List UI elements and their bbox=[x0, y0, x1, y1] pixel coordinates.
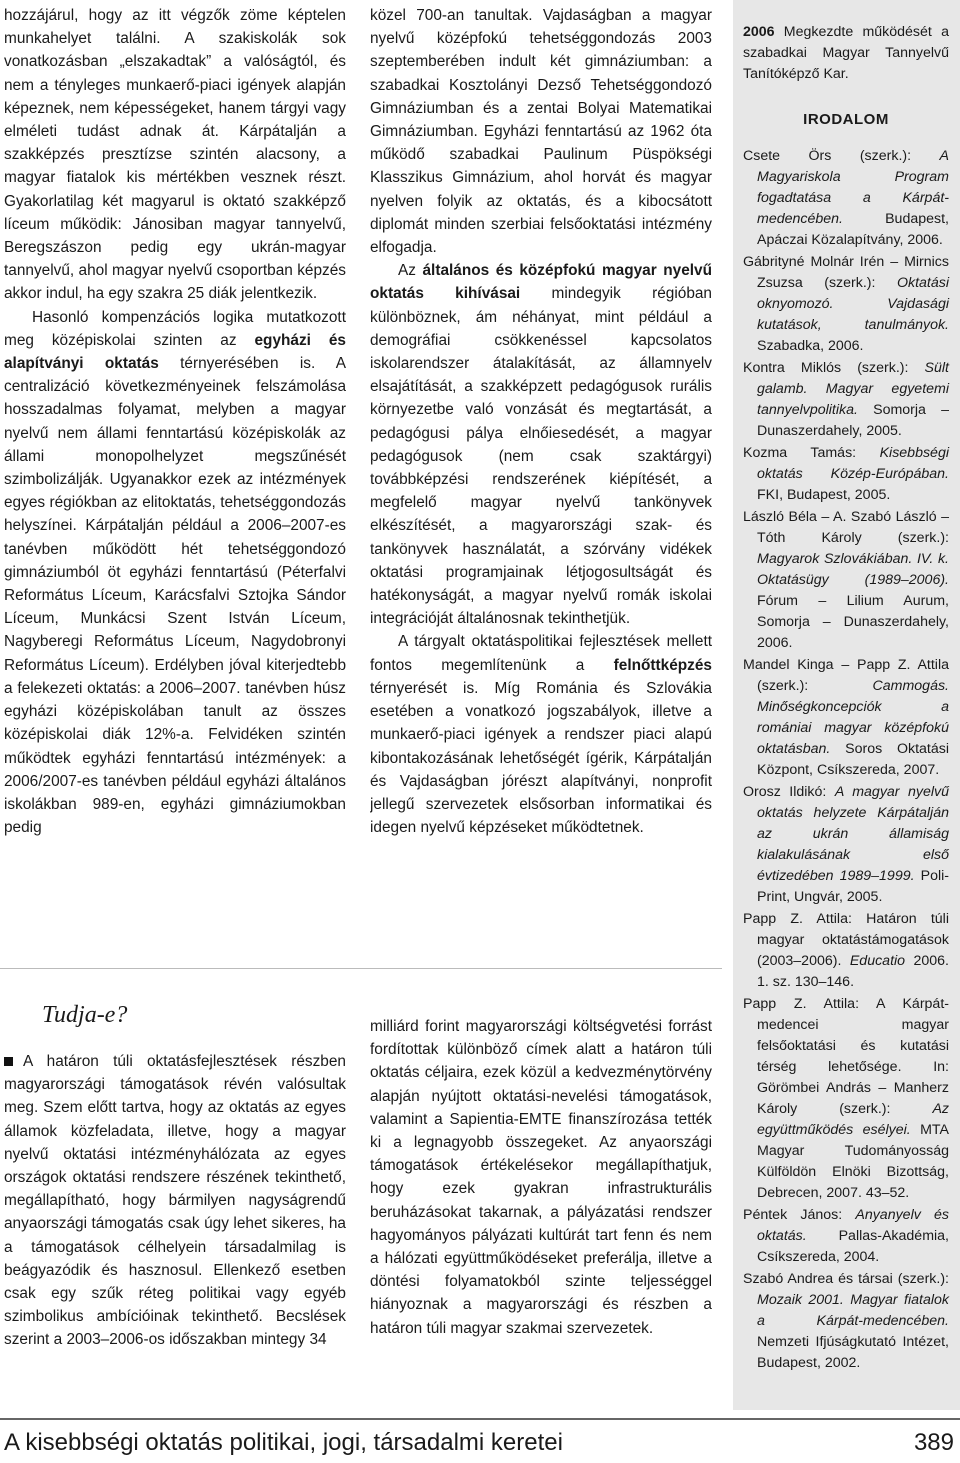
reference-item: Kozma Tamás: Kisebbségi oktatás Közép-Európában. FKI, Budapest, 2005. bbox=[743, 445, 949, 503]
reference-item: Mandel Kinga – Papp Z. Attila (szerk.): Cammogás. Minőségkoncepciók a romániai magyar középfokú oktatásban. Soros Oktatási Központ, Csíkszereda, 2007. bbox=[743, 657, 949, 778]
did-you-know-text-2: milliárd forint magyarországi költségvetési forrást fordítottak különböző címek alatt a határon túli oktatás céljaira, ezek közül a kedvezménytörvény alapján nyújtott oktatási-nevelési támogatások, valamint a Sapientia-EMTE finanszírozása tették ki a legnagyobb összegeket. Az anyaországi támogatások értékelésekor megállapíthatjuk, hogy ezek gyakran infrastrukturális beruházásokat takarnak, a pályázatási rendszer hagyományos pályázati kultúrát tart fenn és nem a hálózati együttműködéseket preferálja, illetve a döntési folyamatokból szinte teljességgel hiányoznak a magyarországi és részben a határon túli magyar szakmai szervezetek. bbox=[370, 1018, 712, 1337]
bullet-square-icon bbox=[4, 1057, 13, 1066]
reference-item: László Béla – A. Szabó László – Tóth Károly (szerk.): Magyarok Szlovákiában. IV. k. Oktatásügy (1989–2006). Fórum – Lilium Aurum, Somorja – Dunaszerdahely, 2006. bbox=[743, 509, 949, 651]
reference-item: Csete Örs (szerk.): A Magyariskola Program fogadtatása a Kárpát-medencében. Budapest, Apáczai Közalapítvány, 2006. bbox=[743, 148, 949, 248]
column-1 bbox=[4, 4, 346, 894]
reference-item: Orosz Ildikó: A magyar nyelvű oktatás helyzete Kárpátalján az ukrán államiság kialakulásának első évtizedében 1989–1999. Poli-Print, Ungvár, 2005. bbox=[743, 784, 949, 905]
emphasis-kihivasok: általános és középfokú magyar nyelvű oktatás kihívásai bbox=[370, 262, 712, 303]
sidebar-intro-year: 2006 bbox=[743, 24, 775, 40]
sidebar bbox=[733, 0, 960, 1410]
reference-item: Papp Z. Attila: A Kárpát-medencei magyar felsőoktatási és kutatási térség lehetősége. In: Görömbei András – Manherz Károly (szerk.): Az együttműködés esélyei. MTA Magyar Tudományosság Külföldön Elnöki Bizottság, Debrecen, 2007. 43–52. bbox=[743, 996, 949, 1201]
running-footer-title: A kisebbségi oktatás politikai, jogi, társadalmi keretei bbox=[4, 1429, 563, 1456]
reference-item: Gábrityné Molnár Irén – Mirnics Zsuzsa (szerk.): Oktatási oknyomozó. Vajdasági kutatások, tanulmányok. Szabadka, 2006. bbox=[743, 254, 949, 354]
reference-item: Papp Z. Attila: Határon túli magyar oktatástámogatások (2003–2006). Educatio 2006. 1. sz. 130–146. bbox=[743, 911, 949, 990]
references-list bbox=[743, 146, 949, 1374]
emphasis-felnottkepzes: felnőttképzés bbox=[613, 656, 712, 674]
did-you-know-title: Tudja-e? bbox=[42, 1002, 128, 1028]
sidebar-content bbox=[743, 22, 949, 1375]
reference-item: Szabó Andrea és társai (szerk.): Mozaik 2001. Magyar fiatalok a Kárpát-medencében. Nemzeti Ifjúságkutató Intézet, Budapest, 2002. bbox=[743, 1271, 949, 1371]
did-you-know-text-1: A határon túli oktatásfejlesztések részben magyarországi támogatások révén valósultak meg. Szem előtt tartva, hogy az oktatás az egyes államok közfeladata, illetve, hogy a magyar nyelvű oktatási intézményhálózata az egyes országok oktatási rendszere részének tekinthető, megállapítható, hogy bármilyen nagyságrendű anyaországi támogatás csak úgy lehet sikeres, ha a támogatások célhelyein társadalmilag is beágyazódik és hasznosul. Ellenkező esetben csak egy szűk réteg politikai vagy egyéb szimbolikus ambícióinak tekinthető. Becslések szerint a 2003–2006-os időszakban mintegy 34 bbox=[4, 1053, 346, 1349]
col2-paragraph-1: közel 700-an tanultak. Vajdaságban a magyar nyelvű középfokú tehetséggondozás 2003 szeptemberében indult két gimnáziumban: a szabadkai Kosztolányi Dezső Tehetséggondozó Gimnáziumban és a zentai Bolyai Matematikai Gimnáziumban. Egyházi fenntartású az 1962 óta működő szabadkai Paulinum Püspökségi Klasszikus Gimnázium, ahol horvát és magyar nyelven folyik az oktatás, és a kibocsátott diplomát minden szerbiai felsőoktatási intézmény elfogadja. bbox=[370, 7, 712, 257]
reference-item: Kontra Miklós (szerk.): Sült galamb. Magyar egyetemi tannyelvpolitika. Somorja – Dunaszerdahely, 2005. bbox=[743, 360, 949, 439]
footer-rule bbox=[0, 1418, 960, 1420]
reference-item: Péntek János: Anyanyelv és oktatás. Pallas-Akadémia, Csíkszereda, 2004. bbox=[743, 1207, 949, 1265]
col2-paragraph-3: A tárgyalt oktatáspolitikai fejlesztések mellett fontos megemlítenünk a felnőttképzés térnyerését is. Míg Románia és Szlovákia esetében a vonatkozó jogszabályok, illetve a munkaerő-piaci igények a rendszer piaci alapú kibontakozásának lehetőségét ígérik, Kárpátalján és Vajdaságban jórészt alapítványi, nonprofit jellegű szervezetek elsősorban informatikai és idegen nyelvű képzéseket működtetnek. bbox=[370, 633, 712, 837]
col2-paragraph-2: Az általános és középfokú magyar nyelvű oktatás kihívásai mindegyik régióban különböznek, ám néhányat, mint például a demográfiai csökkenéssel kapcsolatos iskolarendszer átalakítását, az államnyelv elsajátítását, a szakképzett pedagógusok rurális környezetbe való vonzását és megtartását, a pedagógusi pálya elnőiesedését, a magyar pedagógusok (nem csak szaktárgyi) továbbképzési rendszerének kiépítését, a megfelelő magyar nyelvű tankönyvek elkészítését, a magyarországi szak- és tankönyvek használatát, a szórvány vidékek oktatási programjainak létjogosultságát és hatékonyságát, a magyar nyelvű romák iskolai integrációját általánosnak tekinthetjük. bbox=[370, 262, 712, 628]
col1-paragraph-2: Hasonló kompenzációs logika mutatkozott meg középiskolai szinten az egyházi és alapítványi oktatás térnyerésében is. A centralizáció következményeinek felszámolása hosszadalmas folyamat, melyben a magyar nyelvű nem állami fenntartású középiskolák az állami monopolhelyzet megszűnését szimbolizálják. Ugyanakkor ezek az intézmények egyes régiókban az elitoktatás, tehetséggondozás helyszínei. Kárpátalján például a 2006–2007-es tanévben működött hét tehetséggondozó gimnáziumból öt egyházi fenntartású (Péterfalvi Református Líceum, Karácsfalvi Sztojka Sándor Líceum, Munkácsi Szent István Líceum, Nagyberegi Református Líceum, Nagydobronyi Református Líceum). Erdélyben jóval kiterjedtebb a felekezeti oktatás: a 2006–2007. tanévben húsz egyházi középiskolában tanult az összes középiskolai diák 12%-a. Felvidéken szintén működtek egyházi fenntartású intézmények: a 2006/2007-es tanévben például egyházi általános iskolákban 989-en, egyházi gimnáziumokban pedig bbox=[4, 308, 346, 837]
page-number: 389 bbox=[913, 1429, 954, 1456]
emphasis-egyhazi: egyházi és alapítványi oktatás bbox=[4, 331, 346, 373]
references-heading: IRODALOM bbox=[803, 111, 889, 128]
sidebar-intro: 2006 Megkezdte működését a szabadkai Magyar Tannyelvű Tanítóképző Kar. bbox=[743, 24, 949, 82]
column-2 bbox=[370, 4, 712, 894]
col1-paragraph-1: hozzájárul, hogy az itt végzők zöme képtelen munkahelyet találni. A szakiskolák sok vonatkozásban „elszakadtak” a valóságtól, és nem a tényleges munkaerő-piaci igények alapján képeznek, nem képességeket, hanem tárgyi vagy elméleti tudást adnak át. Kárpátalján a szakképzés presztízse szintén alacsony, a magyar fiatalok kis mértékben vesznek részt. Gyakorlatilag két magyarul is oktató szakképző líceum működik: Jánosiban magyar tannyelvű, Beregszászon pedig egy ukrán-magyar tannyelvű, ahol magyar nyelvű csoportban képzés akkor indul, ha egy szakra 25 diák jelentkezik. bbox=[4, 7, 346, 303]
